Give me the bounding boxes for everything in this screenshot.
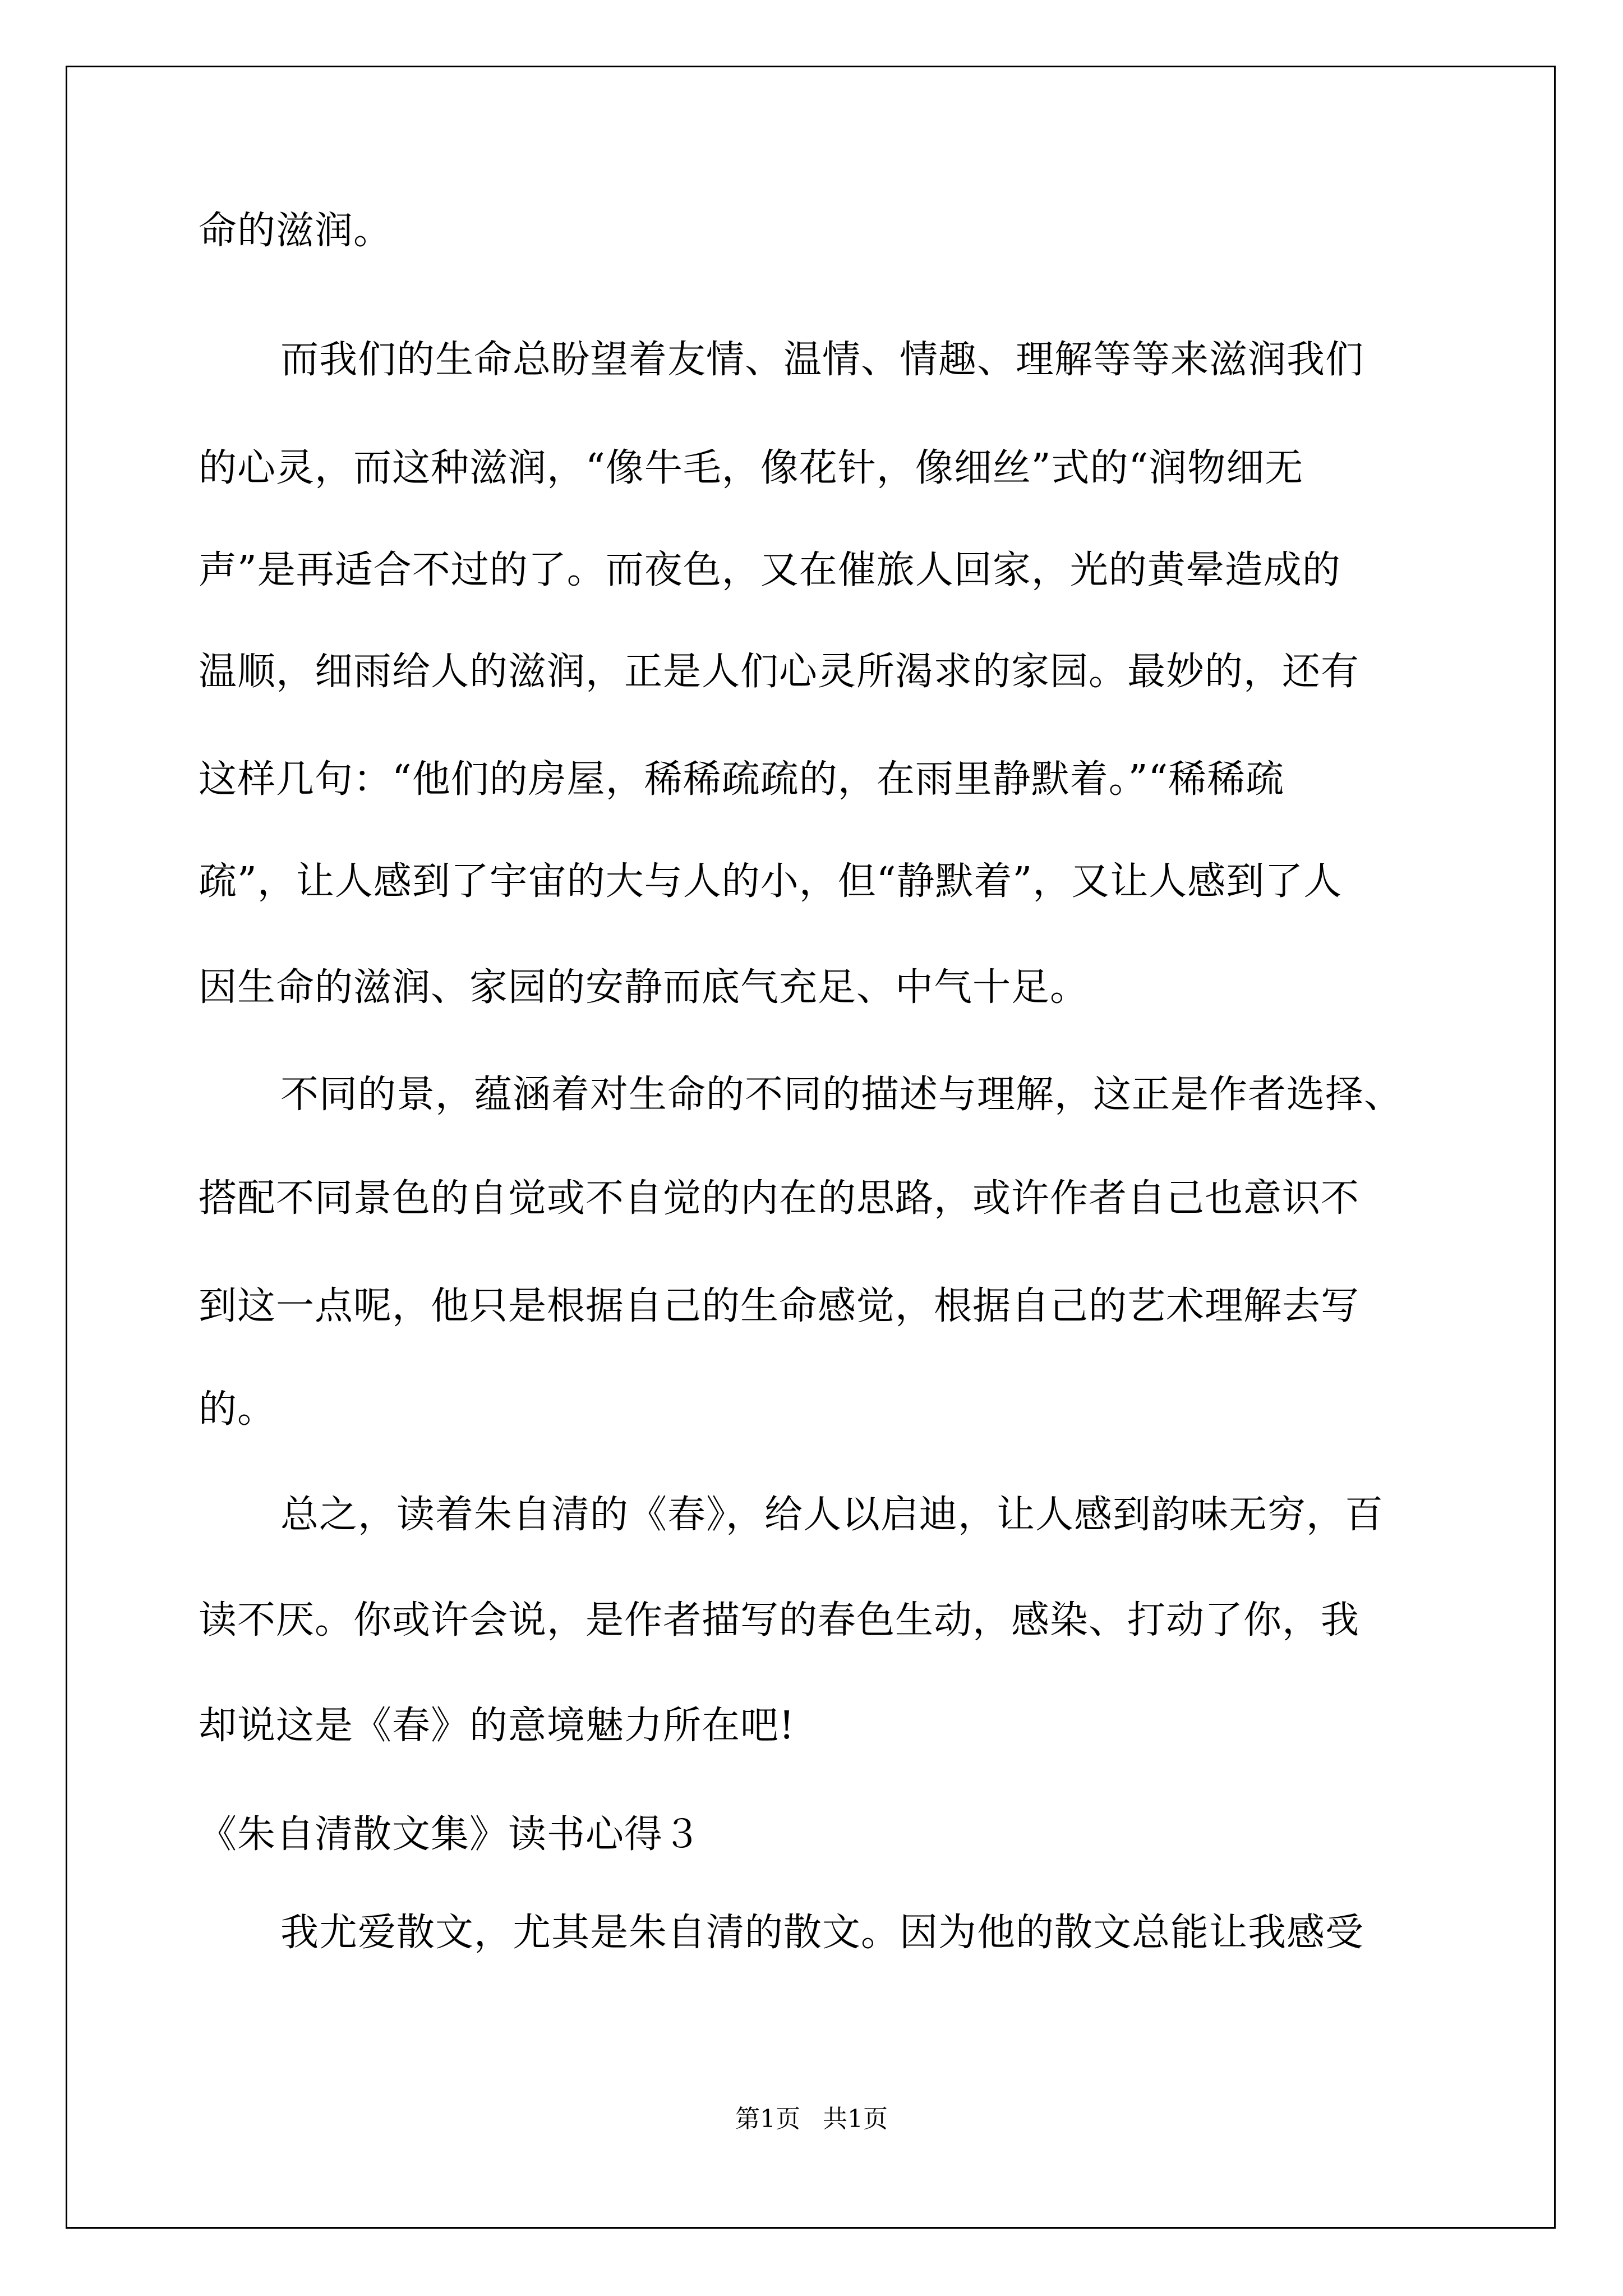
text-line: 的。 xyxy=(199,1387,276,1432)
text-line: 温顺，细雨给人的滋润，正是人们心灵所渴求的家园。最妙的，还有 xyxy=(199,650,1360,694)
text-line: 搭配不同景色的自觉或不自觉的内在的思路，或许作者自己也意识不 xyxy=(199,1176,1360,1221)
text-line: 到这一点呢，他只是根据自己的生命感觉，根据自己的艺术理解去写 xyxy=(199,1284,1360,1328)
text-line: 声”是再适合不过的了。而夜色，又在催旅人回家，光的黄晕造成的 xyxy=(199,548,1341,592)
text-line: 命的滋润。 xyxy=(199,209,393,253)
text-line: 这样几句：“他们的房屋，稀稀疏疏的，在雨里静默着。”“稀稀疏 xyxy=(199,757,1285,802)
text-line: 读不厌。你或许会说，是作者描写的春色生动，感染、打动了你，我 xyxy=(199,1598,1360,1642)
paragraph-first-line: 我尤爱散文，尤其是朱自清的散文。因为他的散文总能让我感受 xyxy=(280,1911,1364,1955)
text-line: 疏”，让人感到了宇宙的大与人的小，但“静默着”，又让人感到了人 xyxy=(199,859,1343,904)
text-line: 因生命的滋润、家园的安静而底气充足、中气十足。 xyxy=(199,965,1089,1010)
paragraph-first-line: 总之，读着朱自清的《春》，给人以启迪，让人感到韵味无穷，百 xyxy=(280,1493,1384,1537)
page-footer xyxy=(0,2102,1623,2136)
page-total: 共1页 xyxy=(823,2105,888,2133)
section-heading: 《朱自清散文集》读书心得３ xyxy=(199,1812,702,1857)
paragraph-first-line: 而我们的生命总盼望着友情、温情、情趣、理解等等来滋润我们 xyxy=(280,338,1364,382)
text-line: 的心灵，而这种滋润，“像牛毛，像花针，像细丝”式的“润物细无 xyxy=(199,446,1304,490)
page-border xyxy=(66,66,1556,2229)
paragraph-first-line: 不同的景，蕴涵着对生命的不同的描述与理解，这正是作者选择、 xyxy=(280,1073,1403,1117)
page-number: 第1页 xyxy=(735,2105,800,2133)
text-line: 却说这是《春》的意境魅力所在吧! xyxy=(199,1704,795,1748)
